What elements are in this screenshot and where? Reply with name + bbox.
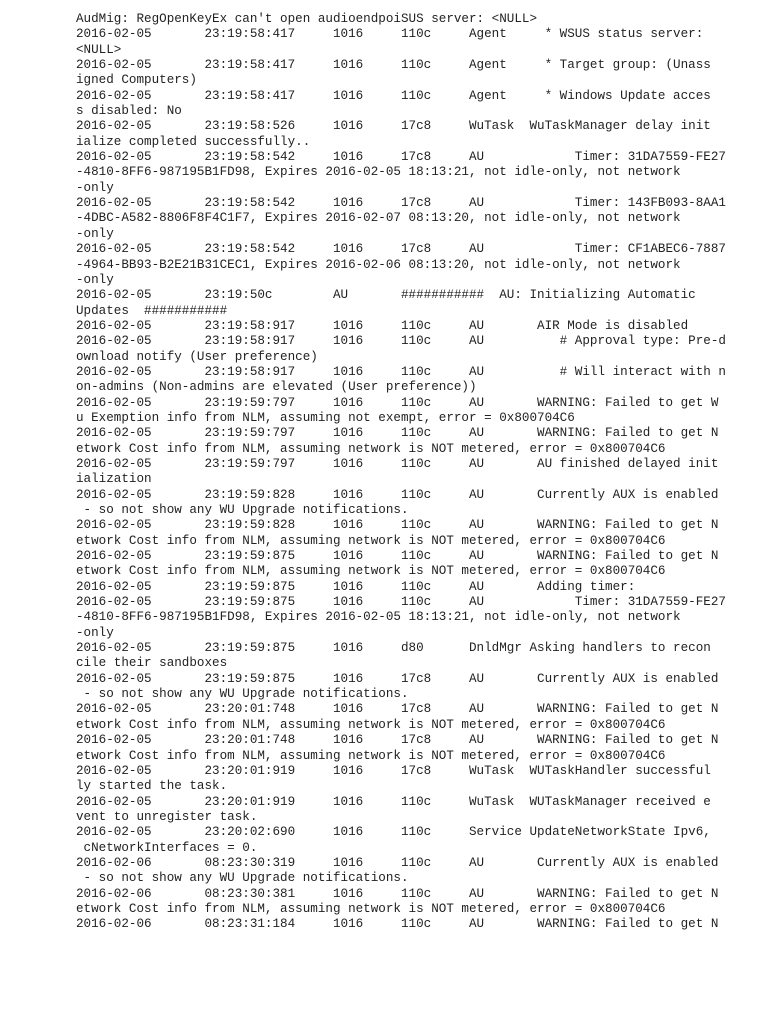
log-line: 2016-02-05 23:19:58:917 1016 110c AU # Approval type: Pre-d (76, 334, 726, 349)
log-line: 2016-02-05 23:20:01:919 1016 17c8 WuTask WUTaskHandler successful (76, 763, 711, 778)
log-line: -only (76, 272, 114, 287)
log-line: - so not show any WU Upgrade notifications. (76, 503, 409, 517)
log-line: -4964-BB93-B2E21B31CEC1, Expires 2016-02-06 08:13:20, not idle-only, not network (76, 257, 681, 272)
log-line: 2016-02-05 23:19:58:417 1016 110c Agent * WSUS status server: (76, 27, 704, 42)
log-line: vent to unregister task. (76, 809, 258, 824)
log-line: 2016-02-05 23:19:58:526 1016 17c8 WuTask WuTaskManager delay init (76, 119, 711, 134)
log-line: igned Computers) (76, 73, 197, 88)
log-line: 2016-02-05 23:19:58:542 1016 17c8 AU Timer: CF1ABEC6-7887 (76, 242, 726, 257)
log-line: ialization (76, 472, 152, 487)
log-line: AudMig: RegOpenKeyEx can't open audioendpoiSUS server: <NULL> (76, 12, 538, 26)
log-line: ialize completed successfully.. (76, 134, 311, 149)
log-line: 2016-02-06 08:23:31:184 1016 110c AU WARNING: Failed to get N (76, 917, 719, 932)
log-line: - so not show any WU Upgrade notifications. (76, 687, 409, 702)
log-line: etwork Cost info from NLM, assuming network is NOT metered, error = 0x800704C6 (76, 533, 666, 548)
log-line: cile their sandboxes (76, 656, 228, 671)
log-line: cNetworkInterfaces = 0. (76, 840, 258, 855)
log-line: 2016-02-05 23:19:59:875 1016 110c AU WARNING: Failed to get N (76, 549, 719, 564)
log-line: 2016-02-05 23:20:01:748 1016 17c8 AU WARNING: Failed to get N (76, 702, 719, 717)
log-line: 2016-02-05 23:19:59:797 1016 110c AU WARNING: Failed to get W (76, 395, 719, 410)
log-line: etwork Cost info from NLM, assuming network is NOT metered, error = 0x800704C6 (76, 441, 666, 456)
log-line: -4810-8FF6-987195B1FD98, Expires 2016-02-05 18:13:21, not idle-only, not network (76, 165, 681, 180)
log-line: 2016-02-05 23:19:59:875 1016 110c AU Adding timer: (76, 579, 636, 594)
log-line: 2016-02-05 23:19:50c AU ########### AU: Initializing Automatic (76, 288, 696, 303)
log-line: 2016-02-05 23:19:59:828 1016 110c AU Currently AUX is enabled (76, 487, 719, 502)
log-line: 2016-02-05 23:19:59:875 1016 17c8 AU Currently AUX is enabled (76, 671, 719, 686)
log-line: 2016-02-05 23:20:01:748 1016 17c8 AU WARNING: Failed to get N (76, 733, 719, 748)
log-line: 2016-02-05 23:19:59:875 1016 110c AU Timer: 31DA7559-FE27 (76, 595, 726, 610)
log-line: -only (76, 226, 114, 241)
log-line: 2016-02-05 23:19:58:542 1016 17c8 AU Timer: 31DA7559-FE27 (76, 150, 726, 165)
log-line: Updates ########### (76, 303, 228, 318)
log-line: -4810-8FF6-987195B1FD98, Expires 2016-02-05 18:13:21, not idle-only, not network (76, 610, 681, 625)
log-line: ownload notify (User preference) (76, 349, 318, 364)
log-text (76, 12, 726, 933)
log-line: etwork Cost info from NLM, assuming network is NOT metered, error = 0x800704C6 (76, 564, 666, 579)
log-line: 2016-02-05 23:19:59:875 1016 d80 DnldMgr Asking handlers to recon (76, 641, 711, 656)
log-line: -4DBC-A582-8806F8F4C1F7, Expires 2016-02-07 08:13:20, not idle-only, not network (76, 211, 681, 226)
log-line: 2016-02-05 23:19:59:797 1016 110c AU WARNING: Failed to get N (76, 426, 719, 441)
log-line: 2016-02-05 23:19:58:417 1016 110c Agent * Target group: (Unass (76, 58, 711, 73)
log-line: u Exemption info from NLM, assuming not exempt, error = 0x800704C6 (76, 410, 575, 425)
log-line: etwork Cost info from NLM, assuming network is NOT metered, error = 0x800704C6 (76, 901, 666, 916)
log-line: -only (76, 180, 114, 195)
log-line: s disabled: No (76, 104, 182, 119)
log-line: 2016-02-05 23:19:59:828 1016 110c AU WARNING: Failed to get N (76, 518, 719, 533)
log-line: 2016-02-06 08:23:30:381 1016 110c AU WARNING: Failed to get N (76, 886, 719, 901)
log-line: 2016-02-05 23:19:59:797 1016 110c AU AU finished delayed init (76, 456, 719, 471)
log-line: - so not show any WU Upgrade notifications. (76, 871, 409, 886)
log-line: 2016-02-06 08:23:30:319 1016 110c AU Currently AUX is enabled (76, 855, 719, 870)
log-line: etwork Cost info from NLM, assuming network is NOT metered, error = 0x800704C6 (76, 748, 666, 763)
log-line: 2016-02-05 23:20:02:690 1016 110c Service UpdateNetworkState Ipv6, (76, 825, 711, 840)
log-line: 2016-02-05 23:19:58:542 1016 17c8 AU Timer: 143FB093-8AA1 (76, 196, 726, 211)
log-document (76, 12, 726, 933)
log-line: 2016-02-05 23:20:01:919 1016 110c WuTask WUTaskManager received e (76, 794, 711, 809)
log-line: etwork Cost info from NLM, assuming network is NOT metered, error = 0x800704C6 (76, 717, 666, 732)
log-line: 2016-02-05 23:19:58:417 1016 110c Agent * Windows Update acces (76, 88, 711, 103)
log-line: <NULL> (76, 42, 122, 57)
log-line: 2016-02-05 23:19:58:917 1016 110c AU AIR Mode is disabled (76, 318, 689, 333)
log-line: on-admins (Non-admins are elevated (User preference)) (76, 380, 477, 395)
log-line: -only (76, 625, 114, 640)
log-line: 2016-02-05 23:19:58:917 1016 110c AU # Will interact with n (76, 364, 726, 379)
log-line: ly started the task. (76, 779, 228, 794)
